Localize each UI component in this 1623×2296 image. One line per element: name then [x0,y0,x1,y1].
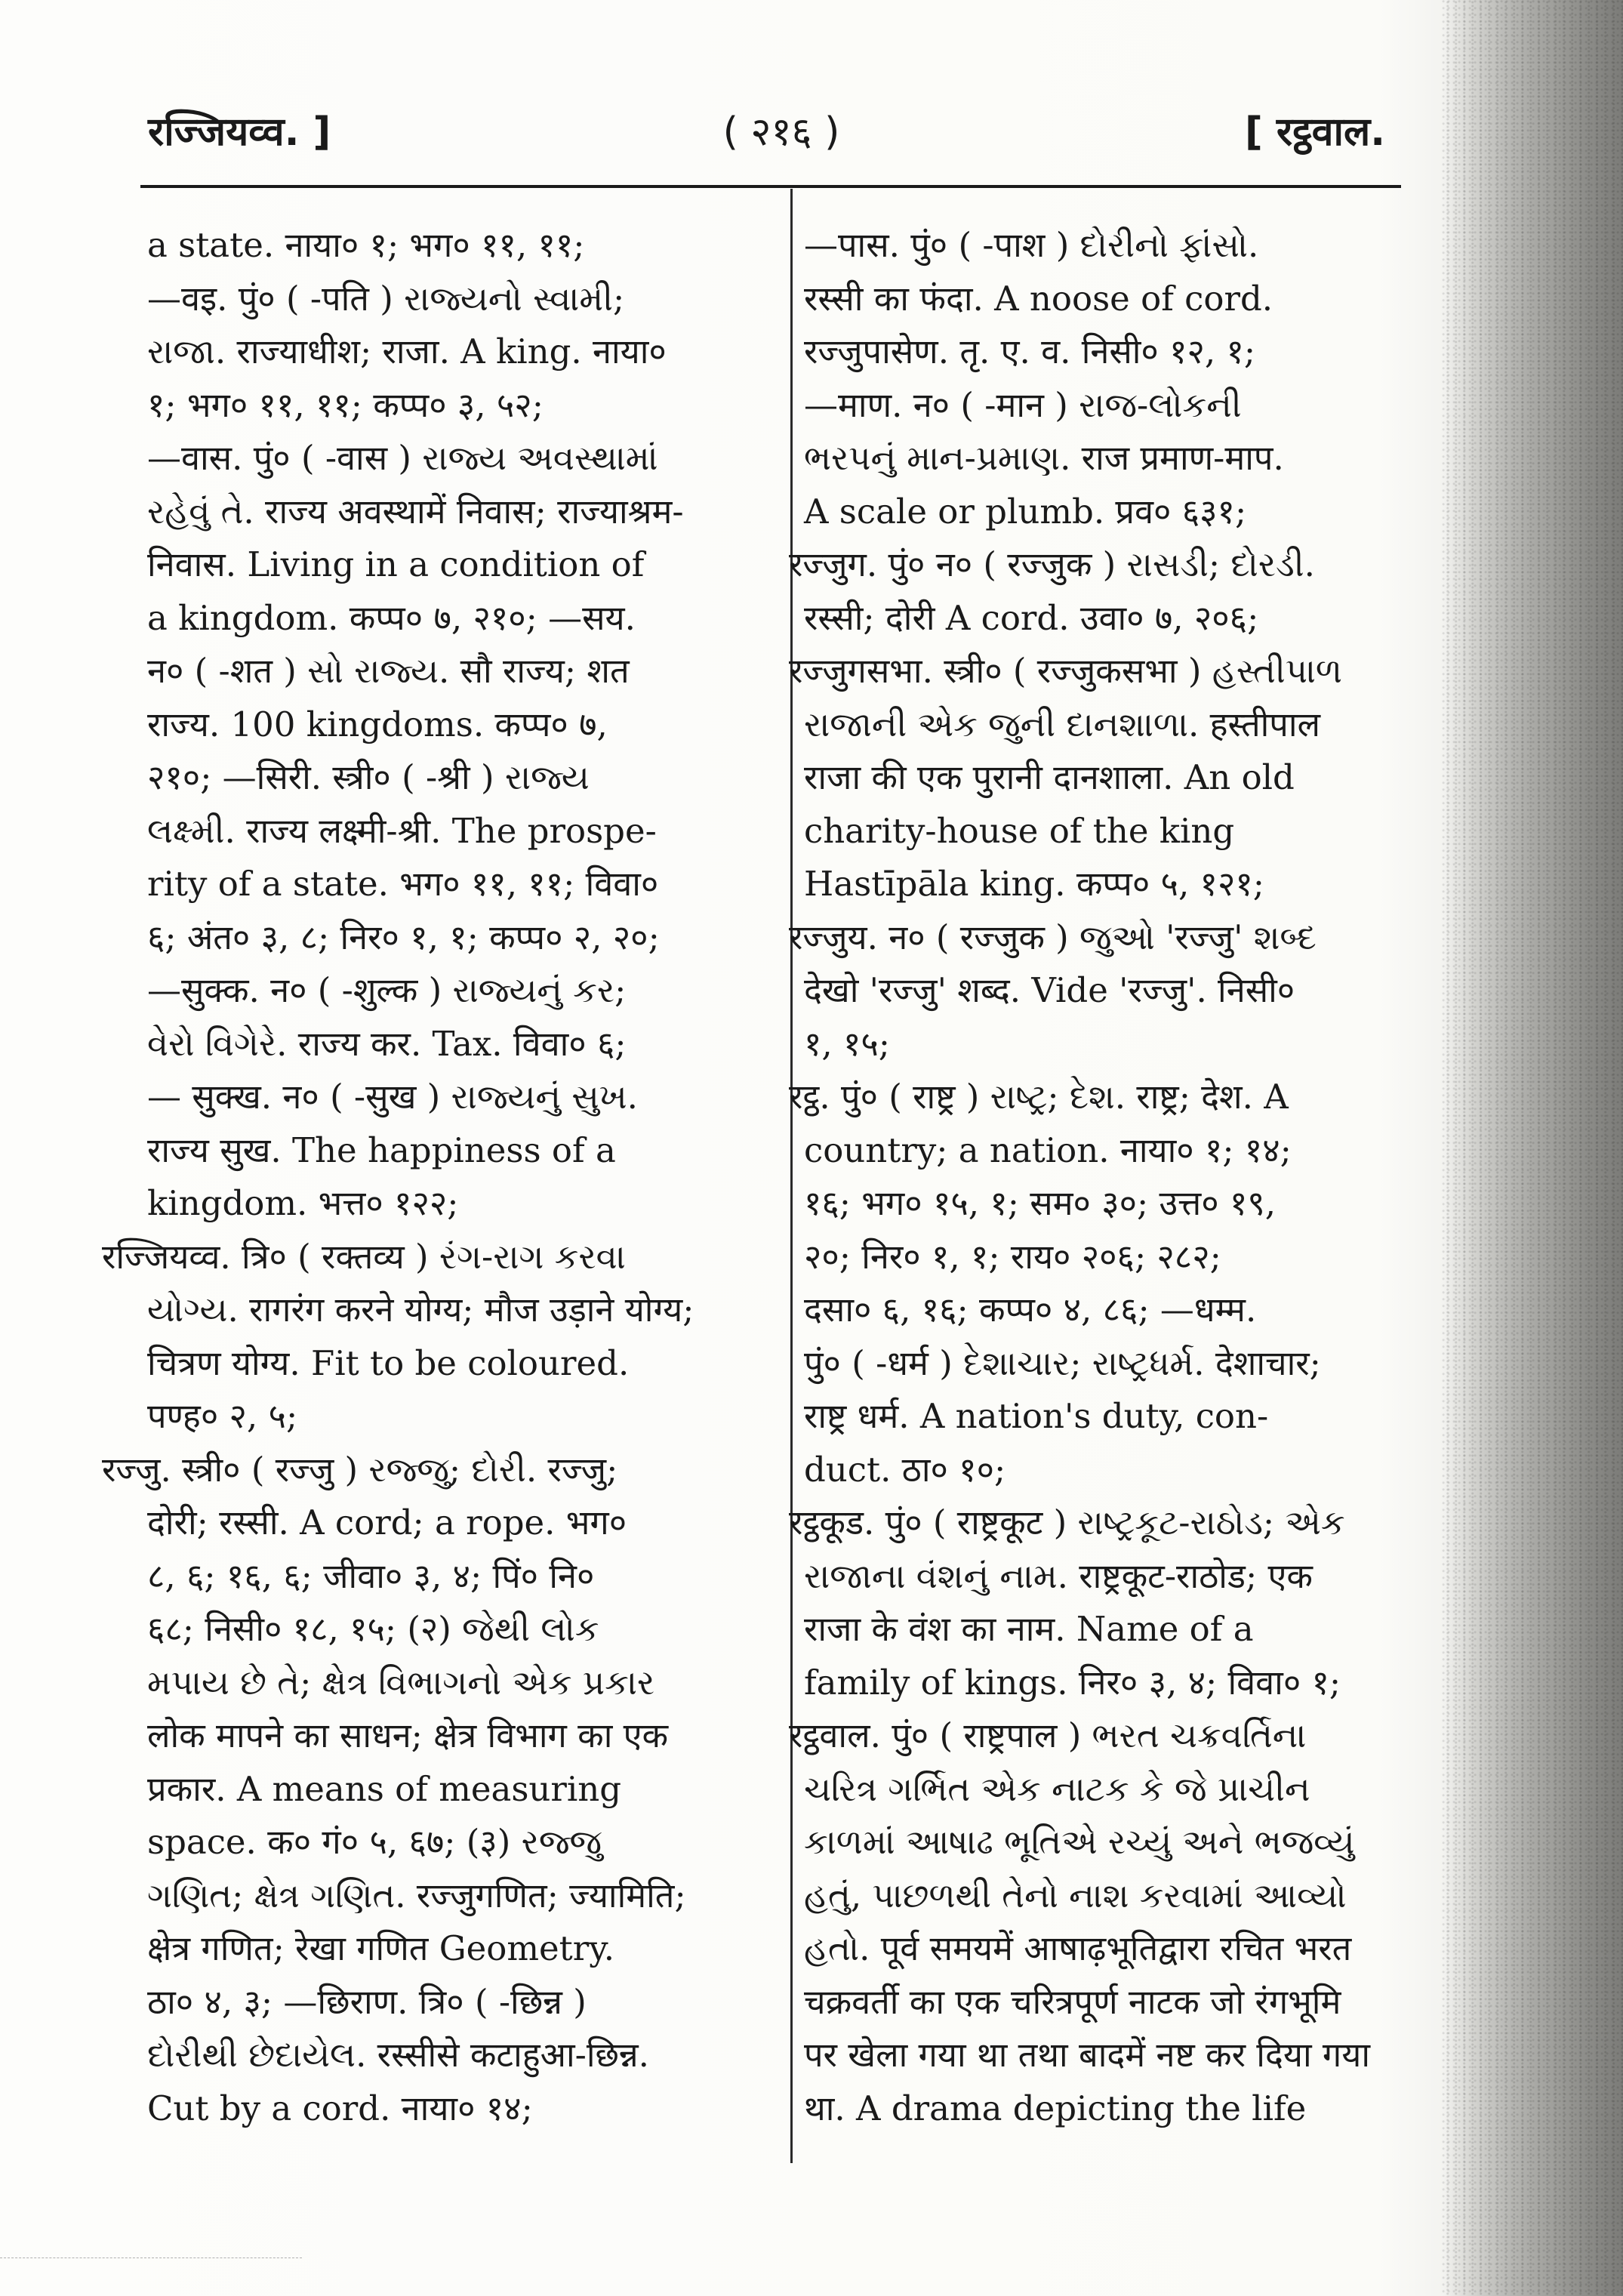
right-line: १६; भग० १५, १; सम० ३०; उत्त० १९, [804,1183,1277,1223]
left-line: दोरी; रस्सी. A cord; a rope. भग० [147,1502,627,1542]
left-line: न० ( -शत ) સો રાજ્ય. सौ राज्य; शत [147,651,630,691]
right-line: હતું, પાછળથી તેનો નાશ કરવામાં આવ્યો [804,1875,1347,1915]
left-line: —वइ. पुं० ( -पति ) રાજ્યનો સ્વામી; [147,278,625,319]
right-line: रज्जुय. न० ( रज्जुक ) જુઓ 'रज्जु' શબ્દ [789,917,1317,957]
left-line: રહેવું તે. राज्य अवस्थामें निवास; राज्याश्रम- [147,491,684,532]
right-line: चक्रवर्ती का एक चरित्रपूर्ण नाटक जो रंगभूमि [804,1981,1341,2022]
left-line: ६८; निसी० १८, १५; (२) જેથી લોક [147,1609,599,1649]
right-line: —पास. पुं० ( -पाश ) દોરીનો ફાંસો. [804,225,1259,265]
left-line: लोक मापने का साधन; क्षेत्र विभाग का एक [147,1715,669,1755]
right-line: duct. ठा० १०; [804,1449,1006,1490]
right-line: पुं० ( -धर्म ) દેશાચાર; રાષ્ટ્રધર્મ. देशाचार; [804,1342,1321,1383]
right-line: હતો. पूर्व समयमें आषाढ़भूतिद्वारा रचित भरत [804,1928,1352,1968]
right-line: देखो 'रज्जु' शब्द. Vide 'रज्जु'. निसी० [804,970,1295,1010]
right-line: country; a nation. नाया० १; १४; [804,1130,1292,1170]
right-line: A scale or plumb. प्रव० ६३१; [804,491,1247,532]
right-line: राजा की एक पुरानी दानशाला. An old [804,757,1295,797]
left-line: ८, ६; १६, ६; जीवा० ३, ४; पिं० नि० [147,1555,595,1596]
left-line: kingdom. भत्त० १२२; [147,1183,459,1223]
left-line: a state. नाया० १; भग० ११, ११; [147,225,585,265]
left-line: વેરો વિગેરે. राज्य कर. Tax. विवा० ६; [147,1023,627,1064]
left-line: चित्रण योग्य. Fit to be coloured. [147,1342,630,1383]
page-number: ( २१६ ) [722,109,840,155]
left-line: યોગ્ય. रागरंग करने योग्य; मौज उड़ाने योग्य; [147,1290,694,1330]
left-line: प्रकार. A means of measuring [147,1768,622,1809]
left-line: राज्य. 100 kingdoms. कप्प० ७, [147,704,608,744]
right-column [789,219,1400,2135]
left-line: Cut by a cord. नाया० १४; [147,2088,533,2128]
left-line: a kingdom. कप्प० ७, २१०; —सय. [147,597,636,638]
left-line: —सुक्क. न० ( -शुल्क ) રાજ્યનું કર; [147,970,627,1010]
left-line: —वास. पुं० ( -वास ) રાજ્ય અવસ્થામાં [147,438,658,478]
right-line: राष्ट्र धर्म. A nation's duty, con- [804,1396,1269,1436]
footer-scan-line [0,2257,302,2258]
left-line: पण्ह० २, ५; [147,1396,298,1436]
right-line: २०; निर० १, १; राय० २०६; २८२; [804,1236,1221,1277]
right-line: रज्जुगसभा. स्त्री० ( रज्जुकसभा ) હસ્તીપાળ [789,651,1343,691]
right-line: रज्जुग. पुं० न० ( रज्जुक ) રાસડી; દોરડી. [789,544,1315,584]
right-line: रट्ठकूड. पुं० ( राष्ट्रकूट ) રાષ્ટ્રકૂટ-રાઠોડ; એક [789,1502,1345,1542]
right-line: दसा० ६, १६; कप्प० ४, ८६; —धम्म. [804,1290,1257,1330]
left-line: — सुक्ख. न० ( -सुख ) રાજ્યનું સુખ. [147,1077,638,1117]
right-line: रट्ठ. पुं० ( राष्ट्र ) રાષ્ટ્ર; દેશ. राष्ट्र; देश. A [789,1077,1289,1117]
right-line: राजा के वंश का नाम. Name of a [804,1609,1254,1649]
header-rule [140,185,1401,188]
right-line: રાજાના વંશનું નામ. राष्ट्रकूट-राठोड; एक [804,1555,1313,1596]
book-gutter-shadow [1442,0,1623,2296]
header-left-catchword: रज्जियव्व. ] [148,109,331,155]
left-line: रज्जियव्व. त्रि० ( रक्तव्य ) રંગ-રાગ કરવા [102,1236,626,1277]
right-line: रस्सी; दोरी A cord. उवा० ७, २०६; [804,597,1259,638]
right-line: charity-house of the king [804,810,1235,851]
right-line: ભરપનું માન-પ્રમાણ. राज प्रमाण-माप. [804,438,1284,478]
left-line: निवास. Living in a condition of [147,544,645,584]
left-line: क्षेत्र गणित; रेखा गणित Geometry. [147,1928,615,1968]
right-line: १, १५; [804,1023,890,1064]
right-line: કાળમાં આષાઢ ભૂતિએ રચ્યું અને ભજવ્યું [804,1822,1355,1862]
column-divider [790,189,793,2163]
left-line: ६; अंत० ३, ८; निर० १, १; कप्प० २, २०; [147,917,660,957]
left-line: દોરીથી છેદાયેલ. रस्सीसे कटाहुआ-छिन्न. [147,2035,649,2075]
right-line: —माण. न० ( -मान ) રાજ-લોકની [804,384,1242,425]
header-right-catchword: [ रट्ठवाल. [1245,109,1385,155]
left-line: રાજા. राज्याधीश; राजा. A king. नाया० [147,331,667,371]
left-line: લક્ષ્મી. राज्य लक्ष्मी-श्री. The prospe- [147,810,657,851]
right-line: पर खेला गया था तथा बादमें नष्ट कर दिया गया [804,2035,1371,2075]
left-line: ठा० ४, ३; —छिराण. त्रि० ( -छिन्न ) [147,1981,587,2022]
left-line: rity of a state. भग० ११, ११; विवा० [147,864,659,904]
right-line: रट्ठवाल. पुं० ( राष्ट्रपाल ) ભરત ચક્રવર્તિના [789,1715,1307,1755]
left-line: મપાય છે તે; ક્ષેત્ર વિભાગનો એક પ્રકાર [147,1662,655,1703]
left-line: space. क० गं० ५, ६७; (३) રજ્જુ [147,1822,602,1862]
left-line: राज्य सुख. The happiness of a [147,1130,616,1170]
left-line: २१०; —सिरी. स्त्री० ( -श्री ) રાજ્ય [147,757,590,797]
left-column [102,219,760,2135]
right-line: ચરિત્ર ગર્ભિત એક નાટક કે જે પ્રાચીન [804,1768,1310,1809]
left-line: १; भग० ११, ११; कप्प० ३, ५२; [147,384,544,425]
right-line: family of kings. निर० ३, ४; विवा० १; [804,1662,1341,1703]
left-line: रज्जु. स्त्री० ( रज्जु ) રજ્જુ; દોરી. रज्जु; [102,1449,618,1490]
right-line: था. A drama depicting the life [804,2088,1307,2128]
right-line: रज्जुपासेण. तृ. ए. व. निसी० १२, १; [804,331,1256,371]
left-line: ગણિત; ક્ષેત્ર ગણિત. रज्जुगणित; ज्यामिति; [147,1875,686,1915]
right-line: Hastīpāla king. कप्प० ५, १२१; [804,864,1264,904]
right-line: રાજાની એક જુની દાનશાળા. हस्तीपाल [804,704,1321,744]
right-line: रस्सी का फंदा. A noose of cord. [804,278,1273,319]
